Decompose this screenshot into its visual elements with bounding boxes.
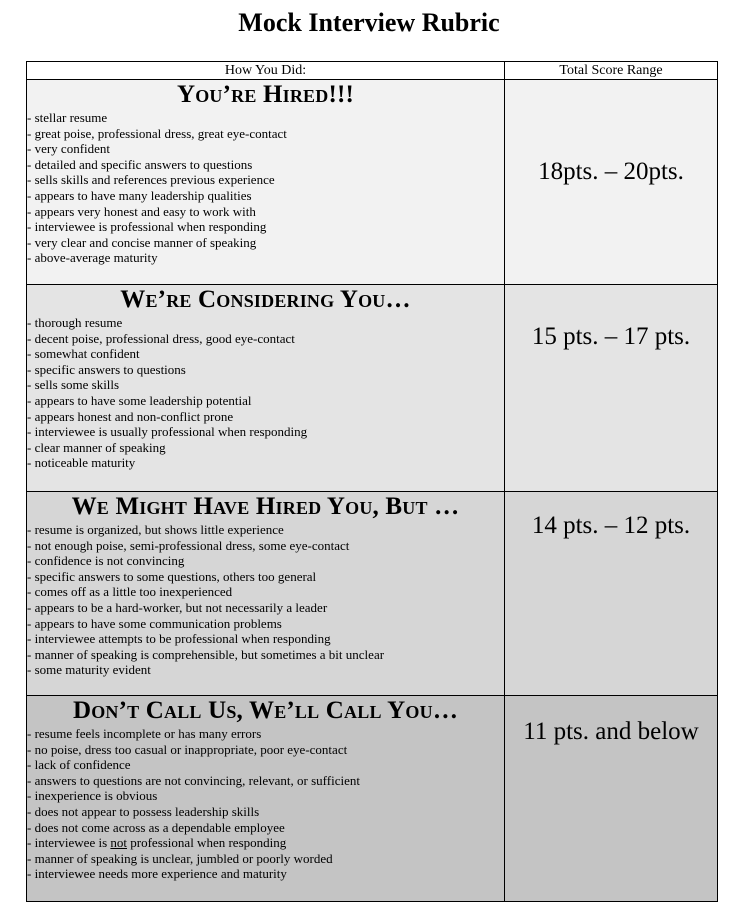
criterion: - thorough resume [27, 315, 123, 330]
criterion: - lack of confidence [27, 757, 131, 773]
criterion: - resume feels incomplete or has many errors [27, 726, 262, 741]
score-range: 11 pts. and below [523, 718, 699, 745]
header-row [27, 62, 718, 80]
criterion: - no poise, dress too casual or inappropriate, poor eye-contact [27, 741, 348, 757]
criterion: - appears to be a hard-worker, but not necessarily a leader [27, 599, 328, 615]
criteria-list [27, 110, 504, 266]
tier-row-considering [27, 285, 718, 492]
criterion: - detailed and specific answers to questions [27, 156, 253, 172]
criterion: - does not come across as a dependable employee [27, 819, 285, 835]
score-range: 15 pts. – 17 pts. [531, 323, 691, 350]
rubric-table [26, 61, 718, 902]
criterion: - not enough poise, semi-professional dress, some eye-contact [27, 537, 350, 553]
column-header-score-range: Total Score Range [505, 62, 718, 80]
criterion: - very confident [27, 141, 111, 157]
tier-description [27, 80, 505, 285]
criterion: - resume is organized, but shows little experience [27, 522, 284, 537]
criterion: - comes off as a little too inexperienced [27, 584, 233, 600]
criterion: - appears very honest and easy to work with [27, 203, 256, 219]
criterion: - great poise, professional dress, great eye-contact [27, 125, 287, 141]
criterion: - above-average maturity [27, 250, 158, 266]
criterion: - interviewee attempts to be professional when responding [27, 631, 331, 647]
criterion: - specific answers to some questions, others too general [27, 568, 317, 584]
tier-description [27, 492, 505, 696]
tier-row-dont-call-us [27, 696, 718, 902]
tier-description [27, 285, 505, 492]
criteria-list [27, 726, 504, 882]
page-title: Mock Interview Rubric [238, 8, 500, 37]
criterion: - appears to have some communication problems [27, 615, 282, 631]
tier-title: You’re Hired!!! [176, 81, 355, 108]
criterion: - very clear and concise manner of speaking [27, 234, 257, 250]
tier-row-hired [27, 80, 718, 285]
tier-description [27, 696, 505, 902]
criterion: - appears to have some leadership potential [27, 392, 252, 408]
criterion: - appears honest and non-conflict prone [27, 408, 234, 424]
criterion: - some maturity evident [27, 662, 151, 678]
criterion: - appears to have many leadership qualities [27, 187, 252, 203]
score-range-cell [505, 696, 718, 902]
score-range-cell [505, 80, 718, 285]
criterion: - answers to questions are not convincing, relevant, or sufficient [27, 772, 360, 788]
tier-row-might-have-hired [27, 492, 718, 696]
criterion: - somewhat confident [27, 346, 140, 362]
criterion: - noticeable maturity [27, 455, 136, 471]
criterion: - sells some skills [27, 377, 120, 393]
criterion: - confidence is not convincing [27, 553, 185, 569]
criterion: - inexperience is obvious [27, 788, 158, 804]
criterion: - stellar resume [27, 110, 108, 125]
tier-title: We’re Considering You… [120, 286, 411, 313]
tier-title: Don’t Call Us, We’ll Call You… [72, 697, 459, 724]
score-range: 14 pts. – 12 pts. [531, 512, 691, 539]
criterion: - specific answers to questions [27, 361, 186, 377]
criteria-list [27, 522, 504, 678]
criterion: - manner of speaking is comprehensible, but sometimes a bit unclear [27, 646, 385, 662]
criterion: - clear manner of speaking [27, 439, 166, 455]
criterion: - manner of speaking is unclear, jumbled or poorly worded [27, 850, 333, 866]
criteria-list [27, 315, 504, 471]
criterion: - interviewee is professional when responding [27, 219, 267, 235]
tier-title: We Might Have Hired You, But … [71, 493, 460, 520]
score-range-cell [505, 285, 718, 492]
criterion: - interviewee is not professional when responding [27, 835, 287, 851]
criterion: - does not appear to possess leadership skills [27, 803, 260, 819]
criterion: - interviewee needs more experience and maturity [27, 866, 287, 882]
column-header-how-you-did: How You Did: [27, 62, 505, 80]
criterion: - interviewee is usually professional when responding [27, 424, 308, 440]
score-range: 18pts. – 20pts. [538, 158, 684, 185]
criterion: - sells skills and references previous experience [27, 172, 275, 188]
score-range-cell [505, 492, 718, 696]
criterion: - decent poise, professional dress, good eye-contact [27, 330, 295, 346]
